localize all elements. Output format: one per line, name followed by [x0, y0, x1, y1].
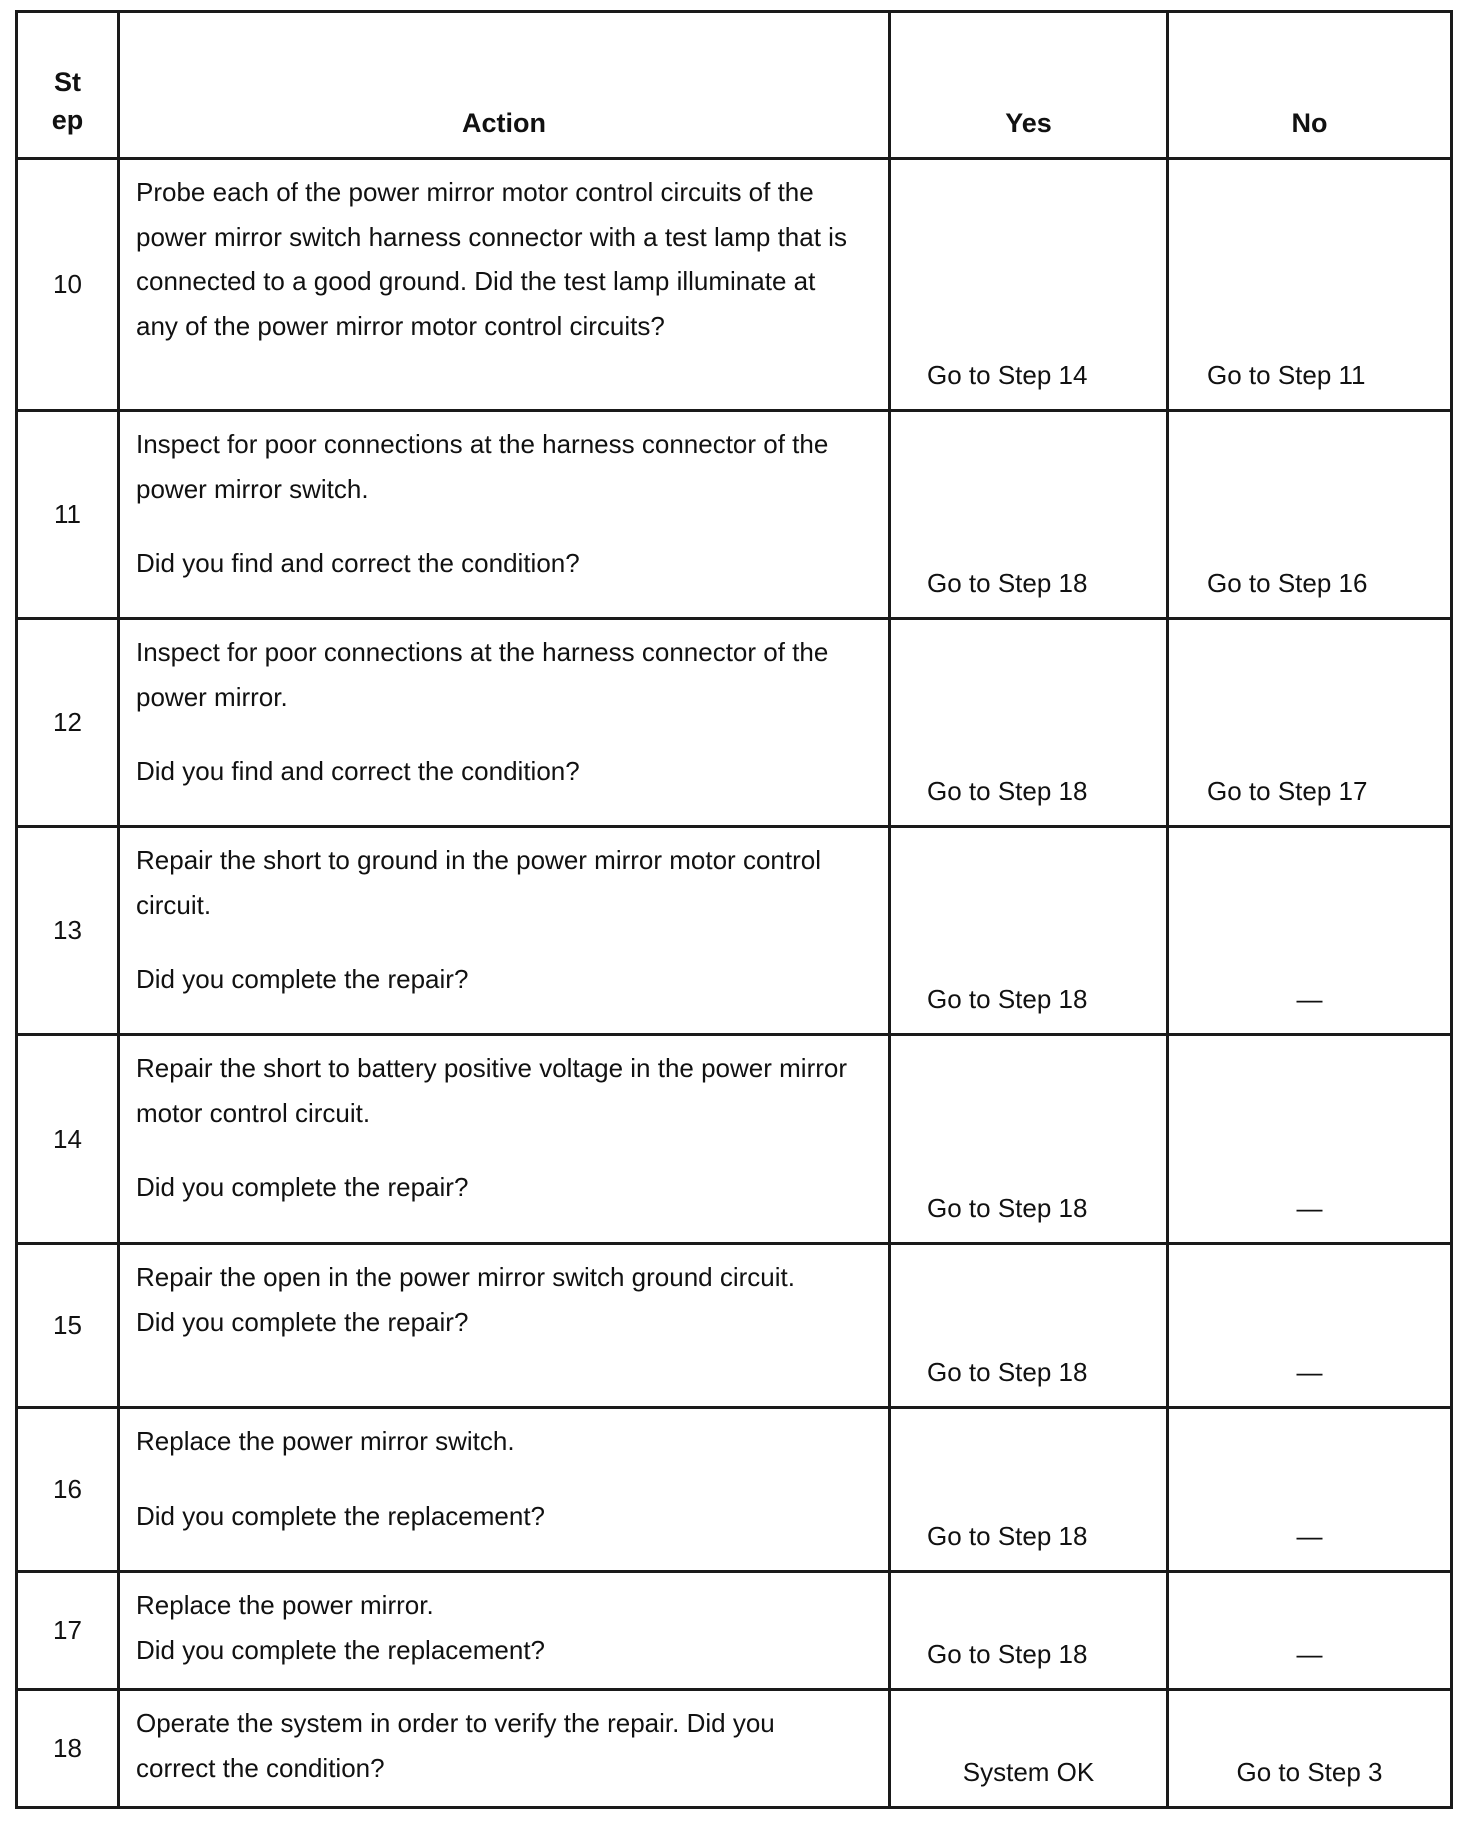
no-outcome: Go to Step 11: [1168, 159, 1452, 411]
yes-outcome: Go to Step 18: [890, 1572, 1168, 1690]
action-text: Replace the power mirror.: [136, 1590, 434, 1620]
yes-outcome: Go to Step 18: [890, 1408, 1168, 1572]
yes-outcome: Go to Step 14: [890, 159, 1168, 411]
action-text: Repair the short to battery positive voltage in the power mirror motor control circuit.: [136, 1053, 848, 1128]
no-outcome: —: [1168, 827, 1452, 1035]
diagnostic-table: [15, 10, 1453, 1809]
action-cell: [119, 1690, 890, 1808]
action-text: Probe each of the power mirror motor control circuits of the power mirror switch harness connector with a test lamp that is connected to a good ground. Did the test lamp illuminate at any of the power mirror motor control circuits?: [136, 177, 847, 341]
yes-outcome: Go to Step 18: [890, 619, 1168, 827]
action-cell: [119, 1035, 890, 1244]
step-number: 14: [17, 1035, 119, 1244]
yes-outcome: Go to Step 18: [890, 411, 1168, 619]
header-row: [17, 12, 1452, 159]
yes-outcome: System OK: [890, 1690, 1168, 1808]
header-step: [17, 12, 119, 159]
step-number: 10: [17, 159, 119, 411]
step-number: 16: [17, 1408, 119, 1572]
action-cell: [119, 1244, 890, 1408]
header-yes: Yes: [890, 12, 1168, 159]
action-question: Did you complete the repair?: [136, 1306, 469, 1337]
no-outcome: Go to Step 16: [1168, 411, 1452, 619]
action-text: Repair the short to ground in the power mirror motor control circuit.: [136, 845, 821, 920]
no-outcome: —: [1168, 1035, 1452, 1244]
no-outcome: —: [1168, 1244, 1452, 1408]
table-row: [17, 1408, 1452, 1572]
step-number: 15: [17, 1244, 119, 1408]
action-cell: [119, 619, 890, 827]
table-row: [17, 619, 1452, 827]
step-number: 11: [17, 411, 119, 619]
table-row: [17, 827, 1452, 1035]
table-row: [17, 159, 1452, 411]
action-question: Did you complete the replacement?: [136, 1500, 546, 1531]
action-text: Inspect for poor connections at the harness connector of the power mirror switch.: [136, 429, 829, 504]
action-question: Did you complete the repair?: [136, 964, 469, 994]
action-question: Did you find and correct the condition?: [136, 756, 580, 786]
header-step-line1: St: [54, 67, 81, 97]
yes-outcome: Go to Step 18: [890, 827, 1168, 1035]
no-outcome: Go to Step 17: [1168, 619, 1452, 827]
yes-outcome: Go to Step 18: [890, 1035, 1168, 1244]
action-question: Did you complete the replacement?: [136, 1634, 546, 1665]
no-outcome: Go to Step 3: [1168, 1690, 1452, 1808]
action-text: Operate the system in order to verify the repair. Did you correct the condition?: [136, 1708, 775, 1783]
step-number: 18: [17, 1690, 119, 1808]
table-row: [17, 1690, 1452, 1808]
action-cell: [119, 827, 890, 1035]
action-cell: [119, 411, 890, 619]
yes-outcome: Go to Step 18: [890, 1244, 1168, 1408]
table-row: [17, 1244, 1452, 1408]
action-cell: [119, 159, 890, 411]
action-text: Repair the open in the power mirror switch ground circuit.: [136, 1262, 795, 1292]
action-text: Replace the power mirror switch.: [136, 1426, 515, 1456]
step-number: 13: [17, 827, 119, 1035]
no-outcome: —: [1168, 1408, 1452, 1572]
step-number: 12: [17, 619, 119, 827]
action-text: Inspect for poor connections at the harness connector of the power mirror.: [136, 637, 829, 712]
table-row: [17, 411, 1452, 619]
table-body: [17, 159, 1452, 1808]
header-no: No: [1168, 12, 1452, 159]
action-cell: [119, 1408, 890, 1572]
no-outcome: —: [1168, 1572, 1452, 1690]
table-row: [17, 1035, 1452, 1244]
action-question: Did you complete the repair?: [136, 1172, 469, 1202]
table-row: [17, 1572, 1452, 1690]
action-question: Did you find and correct the condition?: [136, 548, 580, 578]
header-action: Action: [119, 12, 890, 159]
step-number: 17: [17, 1572, 119, 1690]
action-cell: [119, 1572, 890, 1690]
header-step-line2: ep: [51, 105, 84, 135]
